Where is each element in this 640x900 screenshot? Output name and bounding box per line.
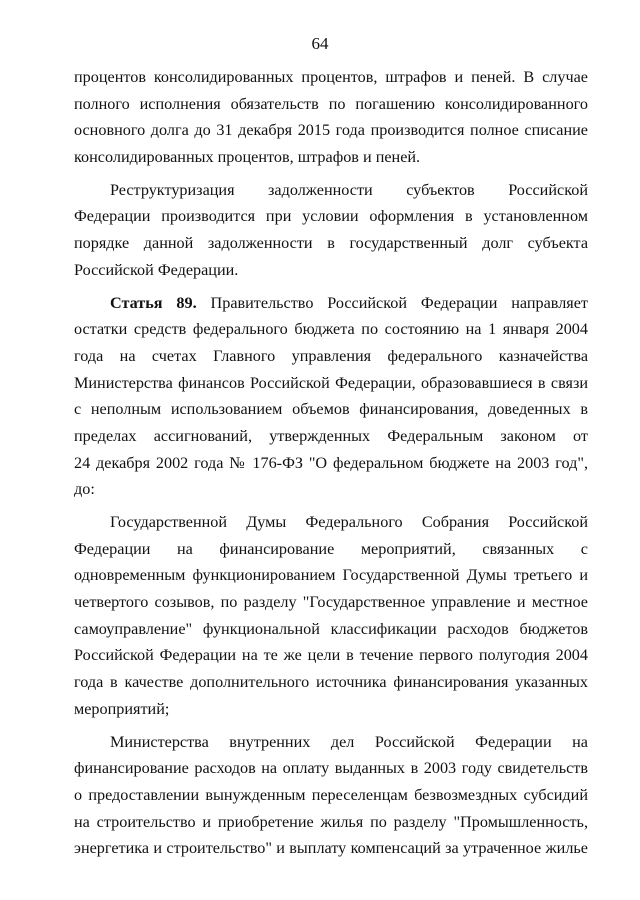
text-line: Министерства финансов Российской Федерации, образовавшиеся в связи bbox=[74, 373, 588, 392]
text-line: пределах ассигнований, утвержденных Федеральным законом от bbox=[74, 426, 588, 445]
text-line: Государственной Думы Федерального Собрания Российской bbox=[110, 513, 588, 531]
text-line: года в качестве дополнительного источника финансирования указанных bbox=[74, 673, 588, 692]
text-line: года на счетах Главного управления федерального казначейства bbox=[74, 346, 588, 365]
document-body bbox=[74, 64, 588, 862]
page-number: 64 bbox=[311, 34, 329, 53]
paragraph-article-89 bbox=[74, 290, 588, 504]
text-line: основного долга до 31 декабря 2015 года производится полное списание bbox=[74, 121, 588, 140]
text-line: Федерации производится при условии оформления в установленном bbox=[74, 207, 588, 226]
article-label: Статья 89. bbox=[110, 293, 197, 312]
text-line bbox=[74, 290, 588, 317]
text-line: о предоставлении вынужденным переселенцам безвозмездных субсидий bbox=[74, 785, 588, 804]
text-line: Российской Федерации на те же цели в течение первого полугодия 2004 bbox=[74, 646, 588, 665]
text-line: с неполным использованием объемов финансирования, доведенных в bbox=[74, 400, 588, 419]
text-line: до: bbox=[74, 480, 95, 499]
paragraph-4 bbox=[74, 509, 588, 723]
text-line: на строительство и приобретение жилья по разделу "Промышленность, bbox=[74, 812, 588, 831]
text-line: Российской Федерации. bbox=[74, 260, 239, 279]
text-line: одновременным функционированием Государственной Думы третьего и bbox=[74, 566, 588, 585]
text-line: самоуправление" функциональной классификации расходов бюджетов bbox=[74, 619, 588, 638]
text-line: 24 декабря 2002 года № 176-ФЗ "О федеральном бюджете на 2003 год", bbox=[74, 453, 588, 472]
text-line: финансирование расходов на оплату выданных в 2003 году свидетельств bbox=[74, 759, 588, 778]
text-line: порядке данной задолженности в государственный долг субъекта bbox=[74, 234, 588, 253]
text-line: Реструктуризация задолженности субъектов Российской bbox=[110, 180, 588, 199]
article-first-line-text: Правительство Российской Федерации направляет bbox=[210, 293, 588, 312]
text-line: четвертого созывов, по разделу "Государственное управление и местное bbox=[74, 593, 588, 612]
text-line: процентов консолидированных процентов, штрафов и пеней. В случае bbox=[74, 68, 588, 86]
text-line: остатки средств федерального бюджета по состоянию на 1 января 2004 bbox=[74, 320, 588, 339]
paragraph-5 bbox=[74, 729, 588, 862]
text-line: консолидированных процентов, штрафов и пеней. bbox=[74, 148, 421, 167]
paragraph-2 bbox=[74, 177, 588, 284]
text-line: Министерства внутренних дел Российской Федерации на bbox=[110, 732, 588, 751]
text-line: энергетика и строительство" и выплату компенсаций за утраченное жилье bbox=[74, 839, 588, 858]
text-line: Федерации на финансирование мероприятий, связанных с bbox=[74, 539, 588, 558]
text-line: мероприятий; bbox=[74, 699, 170, 718]
paragraph-1 bbox=[74, 64, 588, 171]
text-line: полного исполнения обязательств по погашению консолидированного bbox=[74, 94, 588, 113]
